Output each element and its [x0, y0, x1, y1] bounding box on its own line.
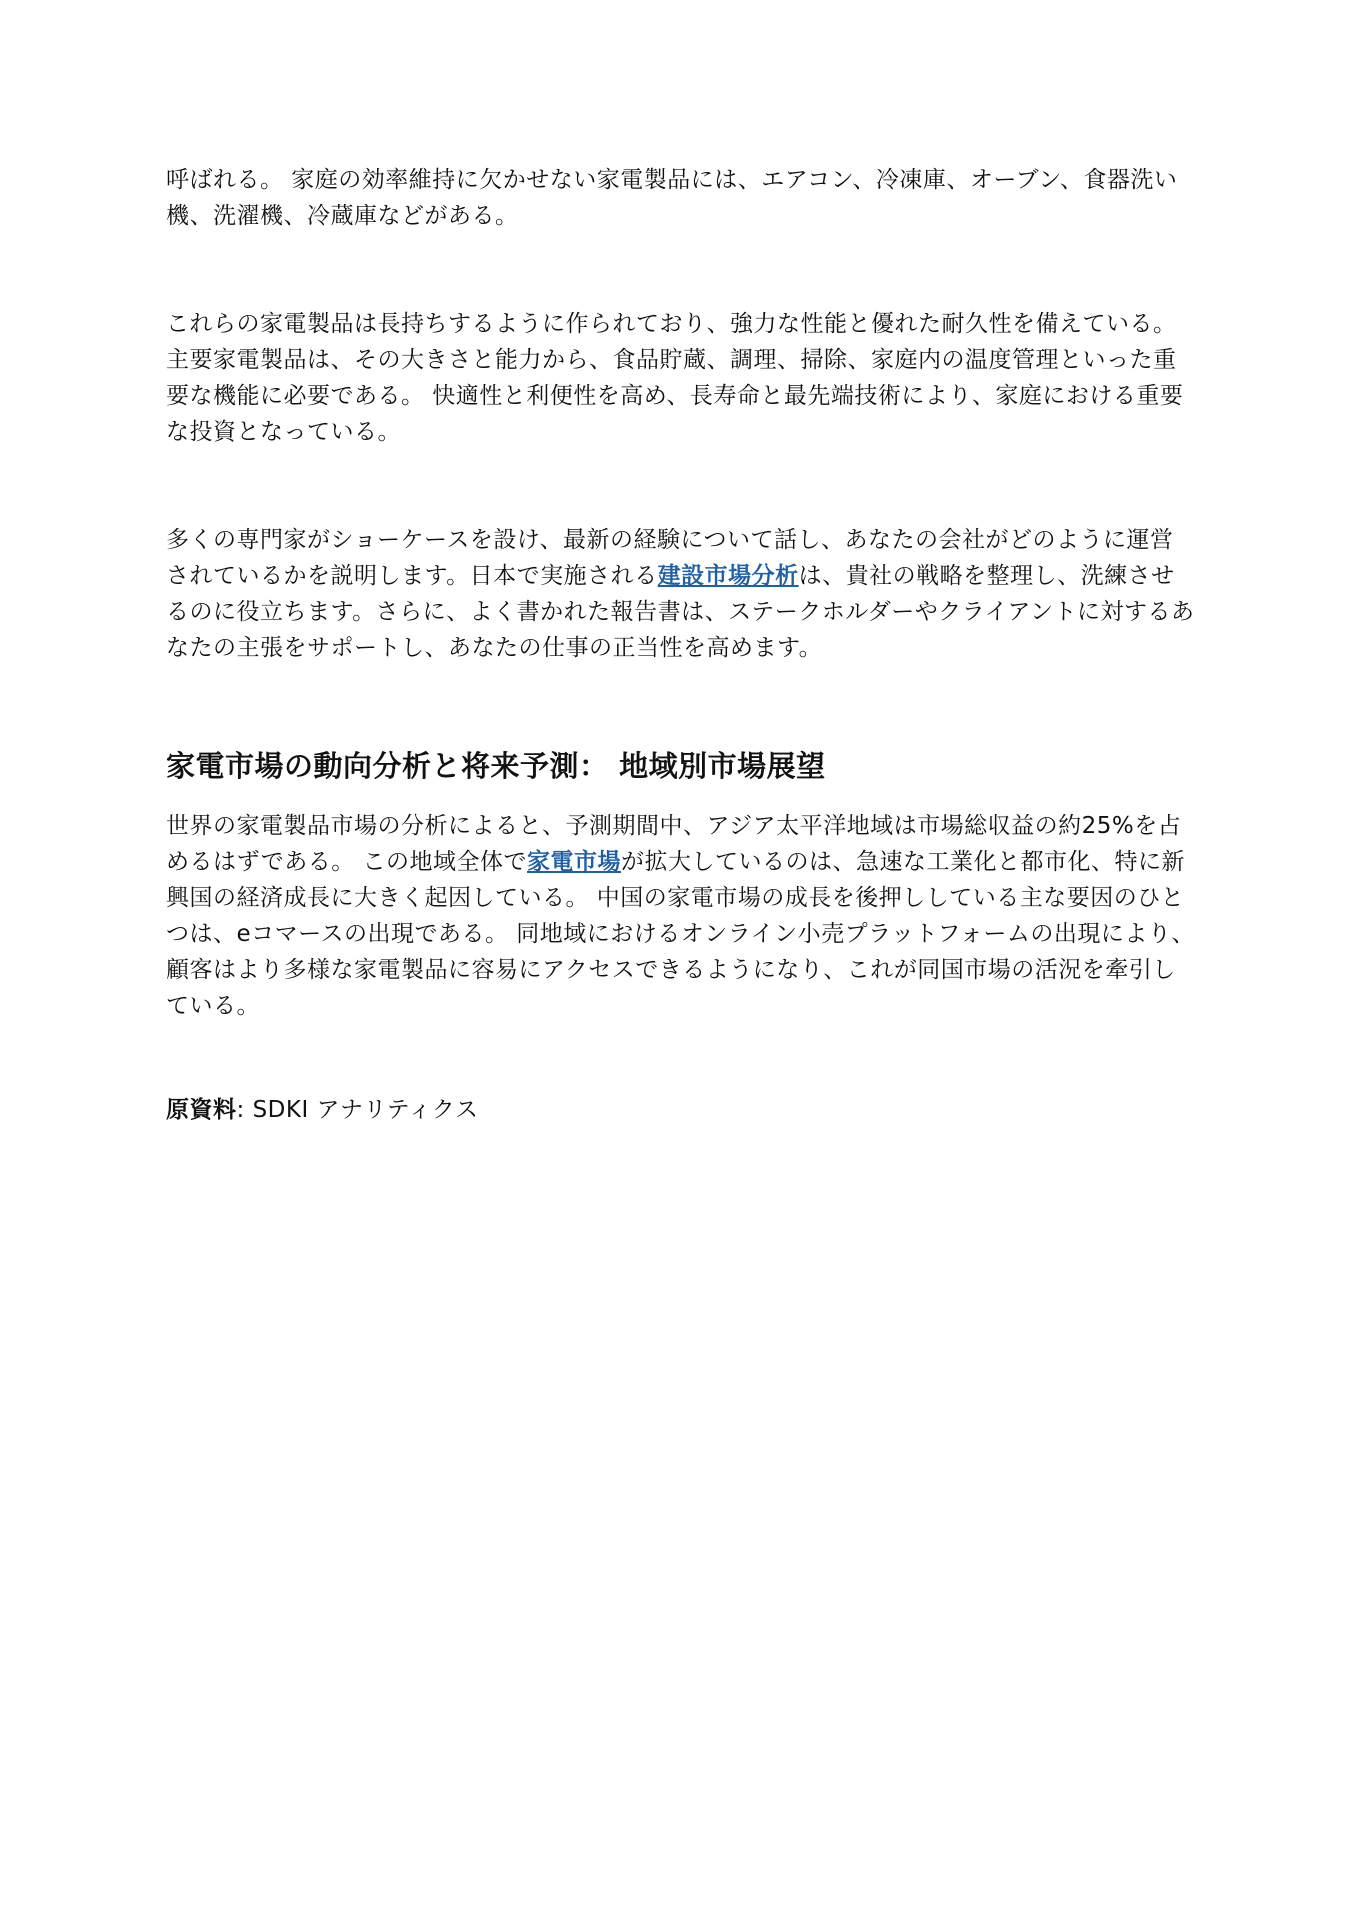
- appliance-market-link[interactable]: 家電市場: [527, 849, 622, 875]
- source-value: SDKI アナリティクス: [252, 1097, 479, 1123]
- paragraph-experts-text-after: は、貴社の戦略を整理し、洗練させるのに役立ちます。さらに、よく書かれた報告書は、ステークホルダーやクライアントに対するあなたの主張をサポートし、あなたの仕事の正当性を高めます。: [166, 563, 1195, 661]
- paragraph-experts: [166, 522, 1196, 666]
- paragraph-experts-text-before: 多くの専門家がショーケースを設け、最新の経験について話し、あなたの会社がどのように運営されているかを説明します。日本で実施される: [166, 527, 1174, 589]
- paragraph-regional-outlook-text-before: 世界の家電製品市場の分析によると、予測期間中、アジア太平洋地域は市場総収益の約25%を占めるはずである。 この地域全体で: [166, 813, 1182, 875]
- paragraph-durability: [166, 306, 1196, 450]
- source-label: 原資料: [166, 1097, 237, 1123]
- source-separator: :: [236, 1097, 253, 1123]
- construction-market-analysis-link[interactable]: 建設市場分析: [657, 563, 799, 589]
- source-line: [166, 1092, 1196, 1128]
- section-heading: 家電市場の動向分析と将来予測： 地域別市場展望: [166, 749, 826, 783]
- paragraph-appliances-intro: [166, 162, 1196, 234]
- paragraph-durability-text: これらの家電製品は長持ちするように作られており、強力な性能と優れた耐久性を備えている。 主要家電製品は、その大きさと能力から、食品貯蔵、調理、掃除、家庭内の温度管理といった重要な機能に必要である。 快適性と利便性を高め、長寿命と最先端技術により、家庭における重要な投資となっている。: [166, 311, 1184, 445]
- paragraph-regional-outlook: [166, 808, 1196, 1024]
- paragraph-regional-outlook-text-after: が拡大しているのは、急速な工業化と都市化、特に新興国の経済成長に大きく起因している。 中国の家電市場の成長を後押ししている主な要因のひとつは、eコマースの出現である。 同地域におけるオンライン小売プラットフォームの出現により、顧客はより多様な家電製品に容易にアクセスできるようになり、これが同国市場の活況を牽引している。: [166, 849, 1195, 1019]
- paragraph-appliances-intro-text: 呼ばれる。 家庭の効率維持に欠かせない家電製品には、エアコン、冷凍庫、オーブン、食器洗い機、洗濯機、冷蔵庫などがある。: [166, 167, 1178, 229]
